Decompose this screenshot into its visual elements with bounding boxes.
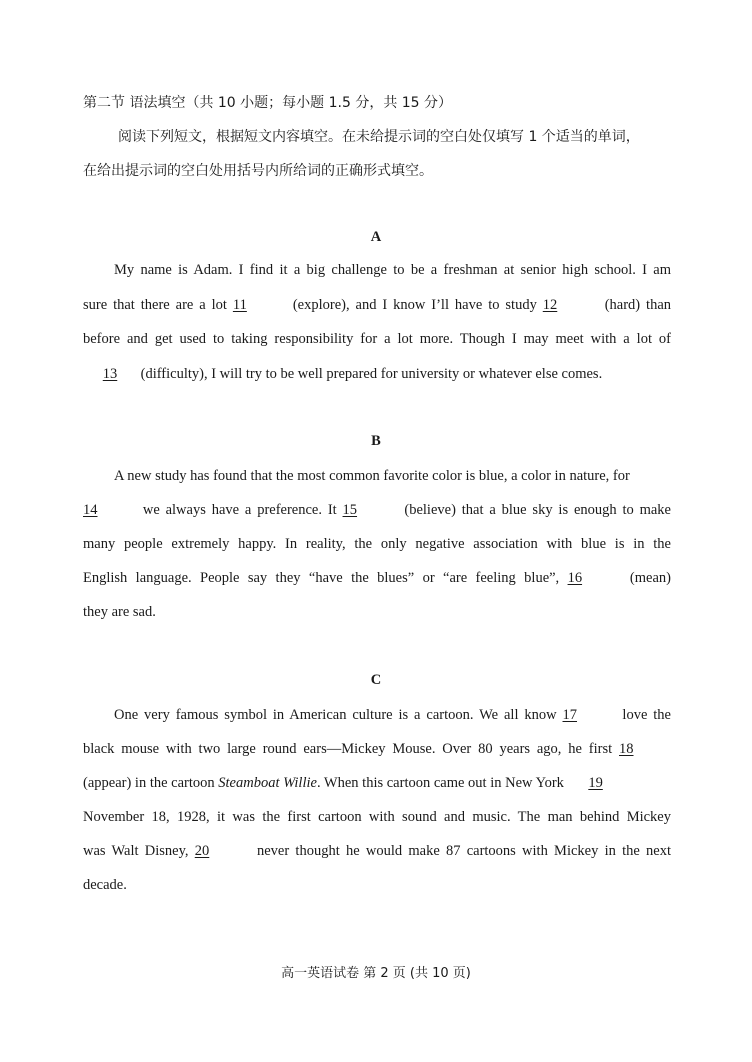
passage-b-label: B	[371, 433, 381, 449]
text-span: never thought he would make 87 cartoons with Mickey in the next	[250, 843, 671, 859]
blank-16[interactable]: 16	[567, 570, 583, 586]
blank-15[interactable]: 15	[342, 502, 358, 518]
passage-c-line-1	[114, 707, 671, 724]
text-span: English language. People say they “have the blues” or “are feeling blue”,	[83, 570, 568, 586]
passage-c-line-4: November 18, 1928, it was the first cartoon with sound and music. The man behind Mickey	[83, 809, 671, 825]
passage-a-line-1: My name is Adam. I find it a big challenge to be a freshman at senior high school. I am	[114, 262, 671, 278]
passage-a-line-2	[83, 297, 671, 314]
text-span: was Walt Disney,	[83, 843, 195, 859]
text-span: (believe) that a blue sky is enough to make	[398, 502, 671, 518]
text-span: (difficulty), I will try to be well prepared for university or whatever else comes.	[137, 366, 603, 382]
blank-11[interactable]: 11	[232, 297, 247, 313]
blank-18[interactable]: 18	[619, 741, 634, 757]
instruction-line-1: 阅读下列短文，根据短文内容填空。在未给提示词的空白处仅填写 1 个适当的单词，	[118, 129, 640, 145]
section-title: 第二节 语法填空（共 10 小题；每小题 1.5 分，共 15 分）	[83, 95, 453, 111]
passage-b-line-4	[83, 570, 671, 587]
text-span: One very famous symbol in American culture is a cartoon. We all know	[114, 707, 563, 723]
passage-b-line-3: many people extremely happy. In reality, the only negative association with blue is in the	[83, 536, 671, 552]
instruction-line-2: 在给出提示词的空白处用括号内所给词的正确形式填空。	[83, 163, 433, 179]
blank-13[interactable]: 13	[102, 366, 118, 382]
passage-c-line-3	[83, 775, 673, 792]
passage-a-label: A	[370, 229, 382, 245]
text-span: (hard) than	[598, 297, 672, 313]
blank-14[interactable]: 14	[83, 502, 98, 518]
text-span: . When this cartoon came out in New York	[316, 775, 568, 791]
passage-b-line-1: A new study has found that the most common favorite color is blue, a color in nature, for	[114, 468, 630, 484]
cartoon-title: Steamboat Willie	[218, 775, 317, 791]
text-span: love the	[616, 707, 671, 723]
text-span: (explore), and I know I’ll have to study	[286, 297, 543, 313]
passage-b-line-5: they are sad.	[83, 604, 156, 620]
blank-20[interactable]: 20	[194, 843, 210, 859]
passage-b-line-2	[83, 502, 671, 519]
text-span: (appear) in the cartoon	[83, 775, 219, 791]
blank-17[interactable]: 17	[562, 707, 578, 723]
passage-c-label: C	[370, 672, 382, 688]
passage-c-line-2	[83, 741, 671, 758]
text-span: we always have a preference. It	[137, 502, 343, 518]
passage-c-line-6: decade.	[83, 877, 127, 893]
text-span: sure that there are a lot	[83, 297, 233, 313]
passage-c-line-5	[83, 843, 671, 860]
blank-19[interactable]: 19	[588, 775, 603, 791]
text-span: (mean)	[621, 570, 671, 586]
page-footer: 高一英语试卷 第 2 页 (共 10 页)	[281, 966, 471, 981]
text-span: black mouse with two large round ears—Mickey Mouse. Over 80 years ago, he first	[83, 741, 619, 757]
blank-12[interactable]: 12	[542, 297, 558, 313]
passage-a-line-3: before and get used to taking responsibility for a lot more. Though I may meet with a lot of	[83, 331, 671, 347]
passage-a-line-4	[83, 366, 673, 383]
